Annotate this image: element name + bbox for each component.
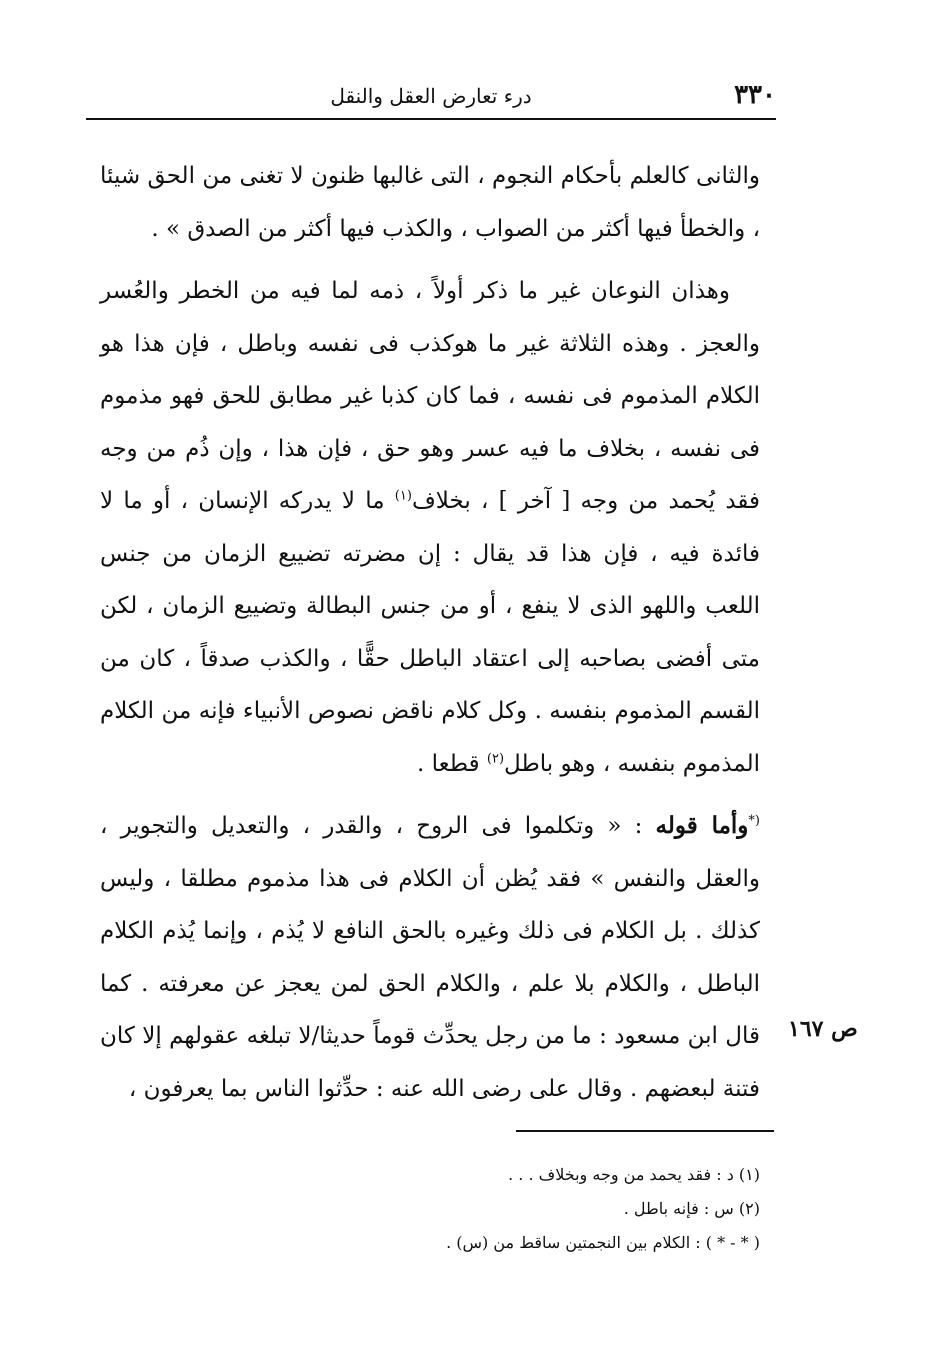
text-line: وهذان النوعان غير ما ذكر أولاً ، ذمه لما فيه من الخطر والعُسر xyxy=(100,278,730,304)
text-line: : « وتكلموا فى الروح ، والقدر ، والتعديل والتجوير ، xyxy=(100,813,643,839)
text-line: والخطأ فيها أكثر من الصواب ، والكذب فيها أكثر من الصدق » . xyxy=(151,215,746,242)
footnote-2: (٢) س : فإنه باطل . xyxy=(623,1199,760,1218)
text-line: الكلام المذموم بنفسه ، وهو باطل xyxy=(100,698,760,777)
running-title: درء تعارض العقل والنقل xyxy=(330,84,532,108)
footnote-divider xyxy=(516,1130,774,1132)
asterisk-mark: (* xyxy=(748,813,760,829)
text-line: كان فتنة لبعضهم . وقال على رضى الله عنه : حدِّثوا الناس بما يعرفون ، xyxy=(100,1023,760,1102)
text-line: والعقل والنفس » فقد يُظن أن الكلام فى هذا مذموم مطلقا ، وليس xyxy=(100,865,760,892)
text-line: لكن متى أفضى بصاحبه إلى اعتقاد الباطل حقًّا ، والكذب صدقاً ، كان xyxy=(100,593,760,672)
footnote-ref-1[interactable]: (١) xyxy=(394,488,412,504)
lead-phrase: وأما قوله xyxy=(655,812,749,839)
text-line: يُحمد من وجه [ آخر ] ، بخلاف xyxy=(411,488,716,514)
text-line: الكلام المذموم فى نفسه ، فما كان كذبا غير مطابق للحق فهو مذموم فى xyxy=(100,383,760,462)
text-line: من القسم المذموم بنفسه . وكل كلام ناقض نصوص الأنبياء فإنه من xyxy=(100,645,761,724)
text-line: والثانى كالعلم بأحكام النجوم ، التى غالبها ظنون لا تغنى من الحق شيئا ، xyxy=(100,163,760,242)
paragraph-1 xyxy=(100,150,760,255)
text-line: والعجز . وهذه الثلاثة غير ما هوكذب فى نفسه وباطل ، فإن هذا هو xyxy=(100,330,760,357)
footnote-ref-2[interactable]: (٢) xyxy=(486,750,505,766)
text-line: فائدة فيه ، فإن هذا قد يقال : إن مضرته تضييع الزمان من جنس xyxy=(100,540,760,567)
margin-page-reference: ص ١٦٧ xyxy=(788,1016,858,1042)
text-line: كما قال ابن مسعود : ما من رجل يحدِّث قوماً حديثا/لا تبلغه عقولهم إلا xyxy=(100,970,761,1049)
footnote-1: (١) د : فقد يحمد من وجه وبخلاف . . . xyxy=(508,1165,760,1184)
text-line: قطعا . xyxy=(416,750,480,777)
text-line: كذلك . بل الكلام فى ذلك وغيره بالحق النافع لا يُذم ، وإنما يُذم xyxy=(162,918,761,944)
text-line: الكلام الباطل ، والكلام بلا علم ، والكلام الحق لمن يعجز عن معرفته . xyxy=(100,918,760,997)
page-number: ٣٣٠ xyxy=(734,80,776,110)
paragraph-3 xyxy=(100,800,760,1115)
text-line: ما لا يدركه الإنسان ، أو ما لا xyxy=(100,488,385,514)
text-line: نفسه ، بخلاف ما فيه عسر وهو حق ، فإن هذا ، وإن ذُم من وجه فقد xyxy=(100,435,761,514)
footnotes xyxy=(300,1158,760,1260)
paragraph-2 xyxy=(100,265,760,790)
footnote-3: ( * - * ) : الكلام بين النجمتين ساقط من (س) . xyxy=(446,1233,760,1252)
text-line: اللعب واللهو الذى لا ينفع ، أو من جنس البطالة وتضييع الزمان ، xyxy=(146,593,760,619)
main-text xyxy=(100,150,760,1125)
page-header xyxy=(86,78,776,120)
